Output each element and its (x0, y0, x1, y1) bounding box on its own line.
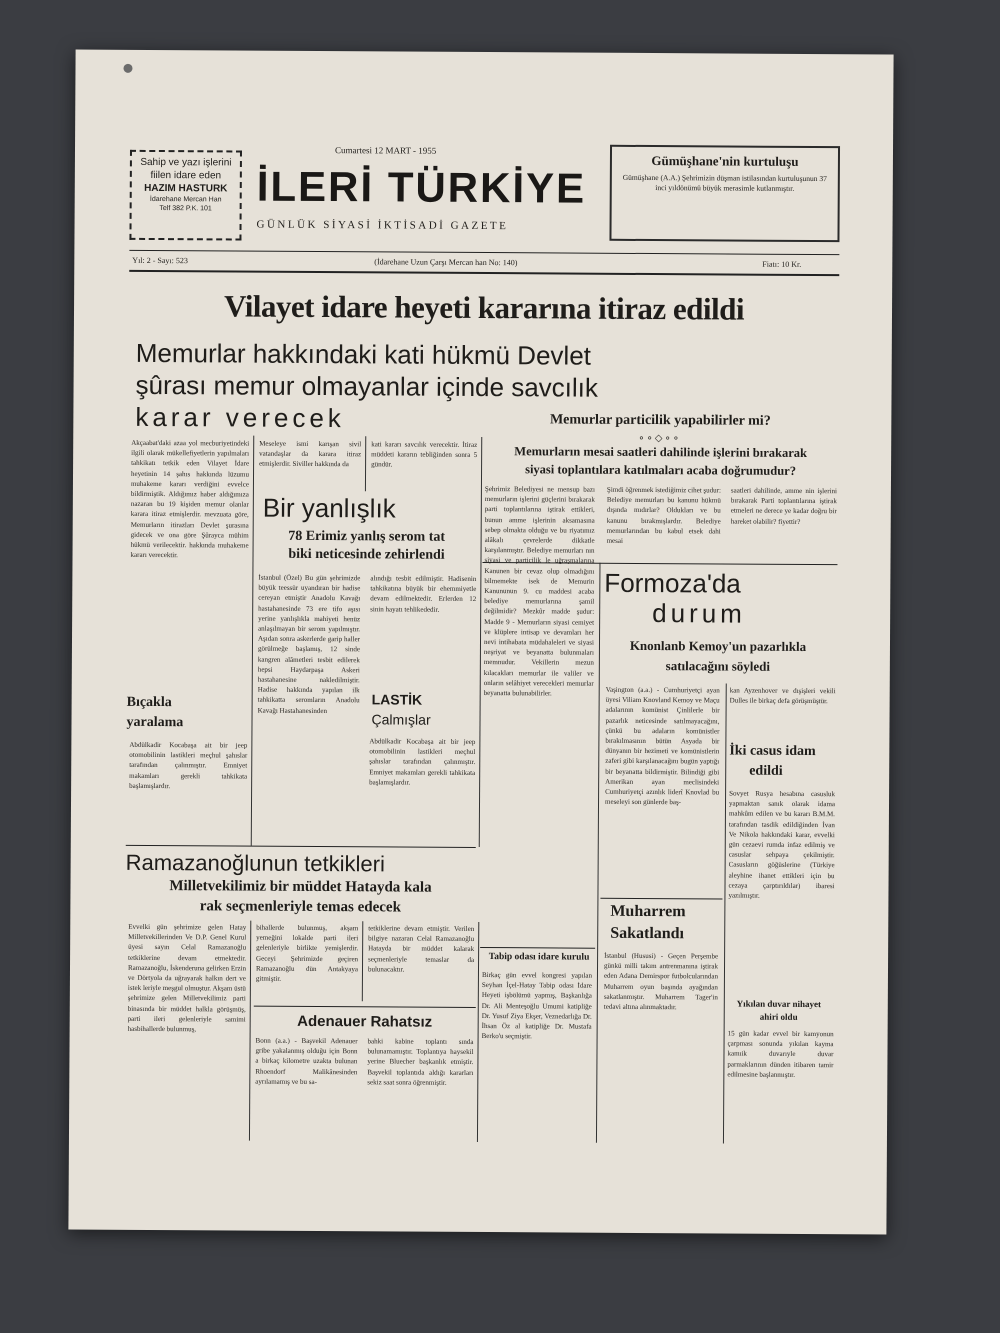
news-box-body: Gümüşhane (A.A.) Şehrimizin düşman istilasından kurtuluşunun 37 inci yıldönümü büyük merasimle kutlanmıştır. (622, 172, 827, 193)
headline-bicakla-2: yaralama (126, 714, 184, 731)
article-casus: Sovyet Rusya hesabına casusluk yapmaktan sanık olarak idama mahkûm edilen ve bu kararı B.M.M. tarafından tasdik edildiğinden İvan Ve Nikola hakkındaki karar, evvelki gün cezaevi rumda infaz edilmiş ve casuslar sehpaya çekilmiştir. Casusların göğüslerine (Türkiye aleyhine ihanet ettikleri için bu cezaya çarptırıldılar) ibaresi yazılmıştır. (728, 789, 836, 900)
column-rule-4 (596, 563, 601, 1143)
article-ogrenmek: Şimdi öğrenmek istediğimiz cihet şudur: Belediye memurları bu kanunu hükmü dışında mıdırlar? Oldukları ve bu kanunu bırakmışlardır. Belediye memurlarından bu kabul etsek dahi mesai (606, 485, 721, 545)
particilik-sub-1: Memurların mesai saatleri dahilinde işlerini bırakarak (514, 444, 808, 460)
headline-muharrem-1: Muharrem (610, 902, 686, 921)
formoza-sub-1: Knonlanb Kemoy'un pazarlıkla (629, 637, 807, 654)
headline-yanlislik: Bir yanlışlık (262, 492, 396, 524)
rule-adenauer-top (254, 1006, 476, 1008)
ornament: ∘∘◇∘∘ (638, 432, 682, 445)
rule-ramazan-top (126, 845, 476, 848)
article-ramazan-1: Evvelki gün şehrimize gelen Hatay Milletvekillerinden Ve D.P. Genel Kurul üyesi sayın Celal Ramazanoğlu tetkiklerine devam etmektedir. Ramazanoğlu, İskenderuna gelirken Erzin ve Dörtyola da uğrayarak halkın dert ve istek leriyle meşgul olmuştur. Akşam üstü şehrimize gelen Milletvekilimiz parti binasında bir müddet halkla görüşmüş, parti ileri gelenleriyle samimi hasbihallerde bulunmuş, (127, 922, 247, 1034)
main-headline: Vilayet idare heyeti kararına itiraz edildi (223, 288, 745, 327)
column-rule-6 (249, 921, 251, 1141)
rule-muharrem-top (600, 898, 722, 900)
article-itiraz: kati kararı savcılık verecektir. İtiraz müddeti kararın tebliğinden sonra 5 gündür. (371, 440, 478, 469)
masthead-rule-bottom (129, 270, 839, 276)
particilik-sub-2: siyasi toplantılara katılmaları acaba doğrumudur? (525, 462, 797, 478)
article-adenauer-2: bahki kabine toplantı sında bulunamamıştır. Toplantıya haysekil yerine Bluecher başkanlık etmiştir. Başvekil toplantıda aldığı kararları sekiz saat sonra öğrenmiştir. (367, 1037, 474, 1087)
article-akcaabat: Akçaabat'daki azaa yol mecburiyetindeki ilgili olarak mükellefiyetlerin yapılmaları tahkikatı tetkik eden Vilayet İdare heyetinin 14 şahıs hakkında lüzumu muhakeme kararı verdiğini evvelce bildirmiştik. Aldığımız haber aldığımıza nazaran bu 19 kişiden memur olanlar karara itiraz etmişlerdir. mevzuata göre, Memurların itirazları Devlet şurasına gidecek ve ona göre Şûrayca mühim hükmü verilecektir. hakkında muhakeme kararı verecektir. (130, 438, 250, 560)
article-anadolu-kavagi: İstanbul (Özel) Bu gün şehrimizde büyük teessür uyandıran bir hadise cereyan etmiştir Anadolu Kavağı hastahanesinde 73 ere tifo aşısı yerine yanlışlıkla mahiyeti henüz anlaşılmayan bir serom yapılmıştır. Aşıdan sonra askerlerde garip haller görülmeğe başlamış, 12 sinde kangren alâmetleri tesbit edilerek hepsi Haydarpaşa Askeri hastahanesine nakledilmiştir. Hadise hakkında yapılan ilk tahkikatta seromların Anadolu Kavağı Hastahanesinden (257, 573, 361, 715)
yanlislik-sub-1: 78 Erimiz yanlış serom tat (288, 528, 446, 545)
owner-line-4: İdarehane Mercan Han (149, 195, 222, 204)
ramazan-sub-2: rak seçmenleriyle temas edecek (199, 898, 402, 916)
headline-formoza-1: Formoza'da (604, 567, 741, 599)
headline-duvar-2: ahiri oldu (759, 1011, 798, 1022)
headline-muharrem-2: Sakatlandı (610, 924, 685, 943)
masthead-rule-top (129, 250, 839, 255)
issue-info: Yıl: 2 - Sayı: 523 (132, 255, 188, 266)
article-duvar: 15 gün kadar evvel bir kamyonun çarpması sonunda yıkılan kayma kamıik duvarıyle duvar parmaklarının dünden itibaren tamir edilmesine başlanmıştır. (727, 1029, 834, 1079)
masthead-subtitle: GÜNLÜK SİYASİ İKTİSADİ GAZETE (256, 218, 509, 233)
masthead-title: İLERİ TÜRKİYE (256, 162, 587, 212)
headline-tabip: Tabip odası idare kurulu (488, 952, 590, 963)
headline-ramazan: Ramazanoğlunun tetkikleri (125, 849, 385, 877)
headline-duvar-1: Yıkılan duvar nihayet (736, 998, 821, 1010)
column-rule-2 (365, 436, 366, 491)
owner-line-5: Telf 382 P.K. 101 (159, 205, 212, 213)
headline-bicakla-1: Bıçakla (126, 694, 172, 711)
headline-casus-1: İki casus idam (729, 743, 816, 760)
article-hadise: alındığı tesbit edilmiştir. Hadisenin tahkikatına büyük bir ehemmiyetle devam edilmektedir. Erlerden 12 sinin hayatı tehlikededir. (370, 574, 477, 614)
owner-line-1: Sahip ve yazı işlerini (140, 156, 232, 169)
article-ayzenhover: kan Ayzenhover ve dışişleri vekili Dulles ile birkaç defa görüşmüştür. (729, 686, 836, 706)
particilik-headline: Memurlar particilik yapabilirler mi? (549, 412, 771, 429)
address-info: (İdarehane Uzun Çarşı Mercan han No: 140) (374, 257, 518, 268)
headline-adenauer: Adenauer Rahatsız (297, 1012, 433, 1031)
article-vasington: Vaşington (a.a.) - Cumhuriyetçi ayan üyesi Viliam Knovland Kemoy ve Maçu adalarının komünist Çinlilerle bir pazarlık neticesinde satılmayacağını, çünkü bu adaların komünistler bırakılmasının bütün Asyada bir dünyanın bir hezimeti ve komünistlerin zaferi gibi karşılanacağını bugün yaptığı bir beyanatta bildirmiştir. Bilindiği gibi Amerikan ayan meclisindeki Cumhuriyetçi azınlık liderî Knovlad bu meseleyi son günlerde baş- (605, 685, 720, 807)
owner-name: HAZIM HASTURK (144, 182, 228, 195)
news-box-title: Gümüşhane'nin kurtuluşu (651, 153, 799, 169)
second-headline-line-3: karar verecek (135, 401, 345, 434)
article-ramazan-3: tetkiklerine devam etmiştir. Verilen bilgiye nazaran Celal Ramazanoğlu Hatayda bir müddet kalarak seçmenleriyle temaslar da bulunacaktır. (367, 924, 475, 974)
column-rule-7 (362, 921, 363, 1001)
column-rule-3 (479, 437, 483, 847)
rule-tabip-top (480, 947, 595, 949)
article-belediye: Şehrimiz Belediyesi ne mensup bazı memurların işlerini güçlerini bırakarak parti toplantılarına iştirak ettikleri, bunun amme işlerinin aksamasına sebep olmakta olduğu ve bu riyatımız alâkalı çevrelerde dikkatle karşılanmıştır. Belediye memurları nın siyasi ve particilik le uğraşmalarına Kanunen bir cevaz olup olmadığını bilmemekte isek de Memurin Kanununun 9. cu maddesi acaba belediye memurlarına şamil değilmidir? Mezkûr madde şudur: Madde 9 - Memurların siyasi cemiyet ve klüplere intisap ve devamları her nevi intihabata müdahaleleri ve siyasi neşriyat ve beyanatta bulunmaları memnudur. Vekillerin mezun kılacakları memurlar ile valiler ve onların selâhiyet verecekleri memurlar beyanatta bulunabilirler. (483, 485, 595, 698)
article-tabip: Birkaç gün evvel kongresi yapılan Seyhan İçel-Hatay Tabip odası İdare Heyeti işbölümü yapmış, Başkanlığa Dr. Ali Menteşoğlu Umumi katipliğe Dr. Yusuf Ziya Ekşer, Veznedarlığa Dr. İhsan Öz al katipliğe Dr. Mustafa Berko'u seçmiştir. (481, 971, 592, 1041)
headline-lastik-2: Çalmışlar (371, 711, 431, 728)
article-ramazan-2: bihallerde bulunmuş, akşam yemeğini lokalde parti ileri gelenleriyle birlikte yemişlerdir. Geceyi Şehrimizde geçiren Ramazanoğlu dün Antakyaya gitmiştir. (255, 923, 359, 983)
article-muharrem: İstanbul (Hususi) - Geçen Perşembe günkü milli takım antrenmanına iştirak eden Adana Demirspor futbolcularından Muharrem oyun başında ayağından sakatlanmıştır. Muharrem Tager'in tedavi altına alınmaktadır. (603, 951, 719, 1012)
ramazan-sub-1: Milletvekilimiz bir müddet Hatayda kala (169, 878, 432, 896)
second-headline-line-2: şûrası memur olmayanlar içinde savcılık (135, 369, 599, 403)
pin-hole (123, 64, 132, 73)
column-rule-5 (723, 683, 727, 1143)
headline-lastik-1: LASTİK (371, 691, 423, 708)
news-box-gumushane (609, 145, 840, 242)
headline-formoza-2: durum (652, 598, 746, 629)
article-lastik: Abdülkadir Kocabaşa ait bir jeep otomobilinin lastikleri meçhul şahıslar tarafından çalınmıştır. Emniyet makamları gerekli tahkikata başlamışlardır. (369, 737, 476, 787)
second-headline-line-1: Memurlar hakkındaki kati hükmü Devlet (135, 337, 592, 371)
article-adenauer-1: Bonn (a.a.) - Başvekil Adenauer gribe yakalanmış olduğu için Bonn a birkaç kilometre uzakta bulunan Rhoendorf Malikânesinden ayrılamamış ve bu sa- (255, 1036, 358, 1086)
price-info: Fiatı: 10 Kr. (762, 259, 802, 269)
article-bicakla: Abdülkadir Kocabaşa ait bir jeep otomobilinin lastikleri meçhul şahıslar tarafından çalınmıştır. Emniyet makamları gerekli tahkikata başlamışlardır. (129, 740, 248, 790)
column-rule-1 (251, 436, 255, 846)
formoza-sub-2: satılacağını söyledi (665, 658, 771, 674)
column-rule-8 (477, 922, 479, 1142)
newspaper-page (68, 50, 893, 1235)
article-siviller: Meseleye ismi karışan sivil vatandaşlar da karara itiraz etmişlerdir. Siviller hakkında da (259, 439, 362, 469)
article-mesai: saatleri dahilinde, amme nin işlerini bırakarak Parti toplantılarına iştirak etmeleri ne derece ye kadar doğru bir hareket olabilir? fiyettir? (730, 486, 837, 526)
headline-casus-2: edildi (749, 763, 783, 779)
masthead-date: Cumartesi 12 MART - 1955 (334, 145, 437, 156)
owner-box (129, 150, 242, 241)
owner-line-2: fiilen idare eden (150, 169, 222, 182)
yanlislik-sub-2: biki neticesinde zehirlendi (288, 546, 445, 563)
